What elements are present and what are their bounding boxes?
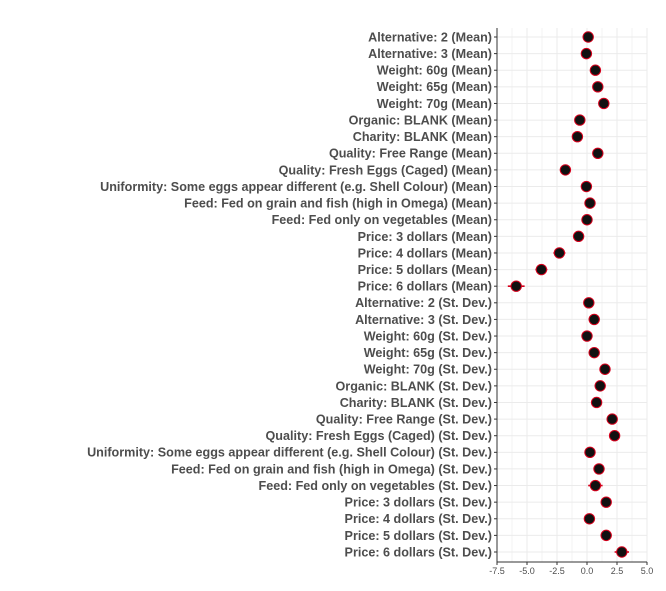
y-tick-label: Price: 3 dollars (Mean)	[357, 229, 492, 244]
data-point	[589, 314, 599, 324]
y-tick-label: Price: 3 dollars (St. Dev.)	[344, 495, 492, 510]
y-tick-label: Alternative: 3 (St. Dev.)	[355, 312, 492, 327]
y-tick-label: Alternative: 3 (Mean)	[368, 47, 492, 62]
x-tick-label: -2.5	[549, 566, 565, 576]
y-tick-label: Alternative: 2 (St. Dev.)	[355, 296, 492, 311]
data-point	[575, 115, 585, 125]
data-point	[593, 148, 603, 158]
y-tick-label: Price: 6 dollars (St. Dev.)	[344, 545, 492, 560]
data-point	[617, 547, 627, 557]
data-point	[591, 397, 601, 407]
y-tick-label: Price: 4 dollars (Mean)	[357, 246, 492, 261]
y-tick-label: Weight: 70g (St. Dev.)	[363, 362, 492, 377]
y-tick-label: Organic: BLANK (St. Dev.)	[335, 379, 492, 394]
data-point	[584, 514, 594, 524]
data-point	[601, 497, 611, 507]
data-point	[581, 48, 591, 58]
data-point	[609, 431, 619, 441]
y-tick-label: Uniformity: Some eggs appear different (e.g. Shell Colour) (Mean)	[100, 179, 492, 194]
data-point	[589, 347, 599, 357]
data-point	[595, 381, 605, 391]
y-tick-label: Organic: BLANK (Mean)	[348, 113, 492, 128]
data-point	[601, 530, 611, 540]
y-tick-label: Weight: 60g (St. Dev.)	[363, 329, 492, 344]
y-tick-label: Quality: Fresh Eggs (Caged) (Mean)	[278, 163, 492, 178]
data-point	[584, 298, 594, 308]
y-tick-label: Price: 6 dollars (Mean)	[357, 279, 492, 294]
data-point	[585, 447, 595, 457]
data-point	[593, 82, 603, 92]
data-point	[590, 65, 600, 75]
y-tick-label: Quality: Fresh Eggs (Caged) (St. Dev.)	[265, 429, 492, 444]
data-point	[581, 181, 591, 191]
y-tick-label: Charity: BLANK (St. Dev.)	[339, 395, 492, 410]
x-tick-label: -7.5	[489, 566, 505, 576]
data-point	[583, 32, 593, 42]
y-tick-label: Alternative: 2 (Mean)	[368, 30, 492, 45]
data-point	[582, 215, 592, 225]
data-point	[554, 248, 564, 258]
y-axis-labels	[87, 30, 492, 559]
y-tick-label: Charity: BLANK (Mean)	[352, 130, 492, 145]
y-tick-label: Weight: 70g (Mean)	[376, 96, 492, 111]
data-point	[607, 414, 617, 424]
y-tick-label: Uniformity: Some eggs appear different (e.g. Shell Colour) (St. Dev.)	[87, 445, 492, 460]
y-tick-label: Feed: Fed on grain and fish (high in Omega) (St. Dev.)	[171, 462, 492, 477]
y-tick-label: Quality: Free Range (Mean)	[328, 146, 492, 161]
y-tick-label: Feed: Fed only on vegetables (St. Dev.)	[258, 478, 492, 493]
y-tick-label: Price: 5 dollars (St. Dev.)	[344, 528, 492, 543]
x-tick-label: 5.0	[640, 566, 654, 576]
x-tick-label: 0.0	[580, 566, 594, 576]
data-point	[582, 331, 592, 341]
y-tick-label: Feed: Fed only on vegetables (Mean)	[271, 213, 492, 228]
y-tick-label: Price: 4 dollars (St. Dev.)	[344, 512, 492, 527]
data-point	[560, 165, 570, 175]
data-point	[599, 98, 609, 108]
data-point	[600, 364, 610, 374]
x-tick-label: -5.0	[519, 566, 535, 576]
y-tick-label: Feed: Fed on grain and fish (high in Omega) (Mean)	[184, 196, 492, 211]
data-point	[572, 131, 582, 141]
y-tick-label: Price: 5 dollars (Mean)	[357, 262, 492, 277]
data-point	[590, 480, 600, 490]
y-tick-label: Weight: 60g (Mean)	[376, 63, 492, 78]
data-point	[573, 231, 583, 241]
y-tick-label: Weight: 65g (Mean)	[376, 80, 492, 95]
data-point	[585, 198, 595, 208]
data-point	[511, 281, 521, 291]
x-axis-ticks	[489, 562, 653, 576]
data-point	[594, 464, 604, 474]
data-point	[536, 264, 546, 274]
y-tick-label: Weight: 65g (St. Dev.)	[363, 346, 492, 361]
x-tick-label: 2.5	[610, 566, 624, 576]
y-tick-label: Quality: Free Range (St. Dev.)	[315, 412, 492, 427]
